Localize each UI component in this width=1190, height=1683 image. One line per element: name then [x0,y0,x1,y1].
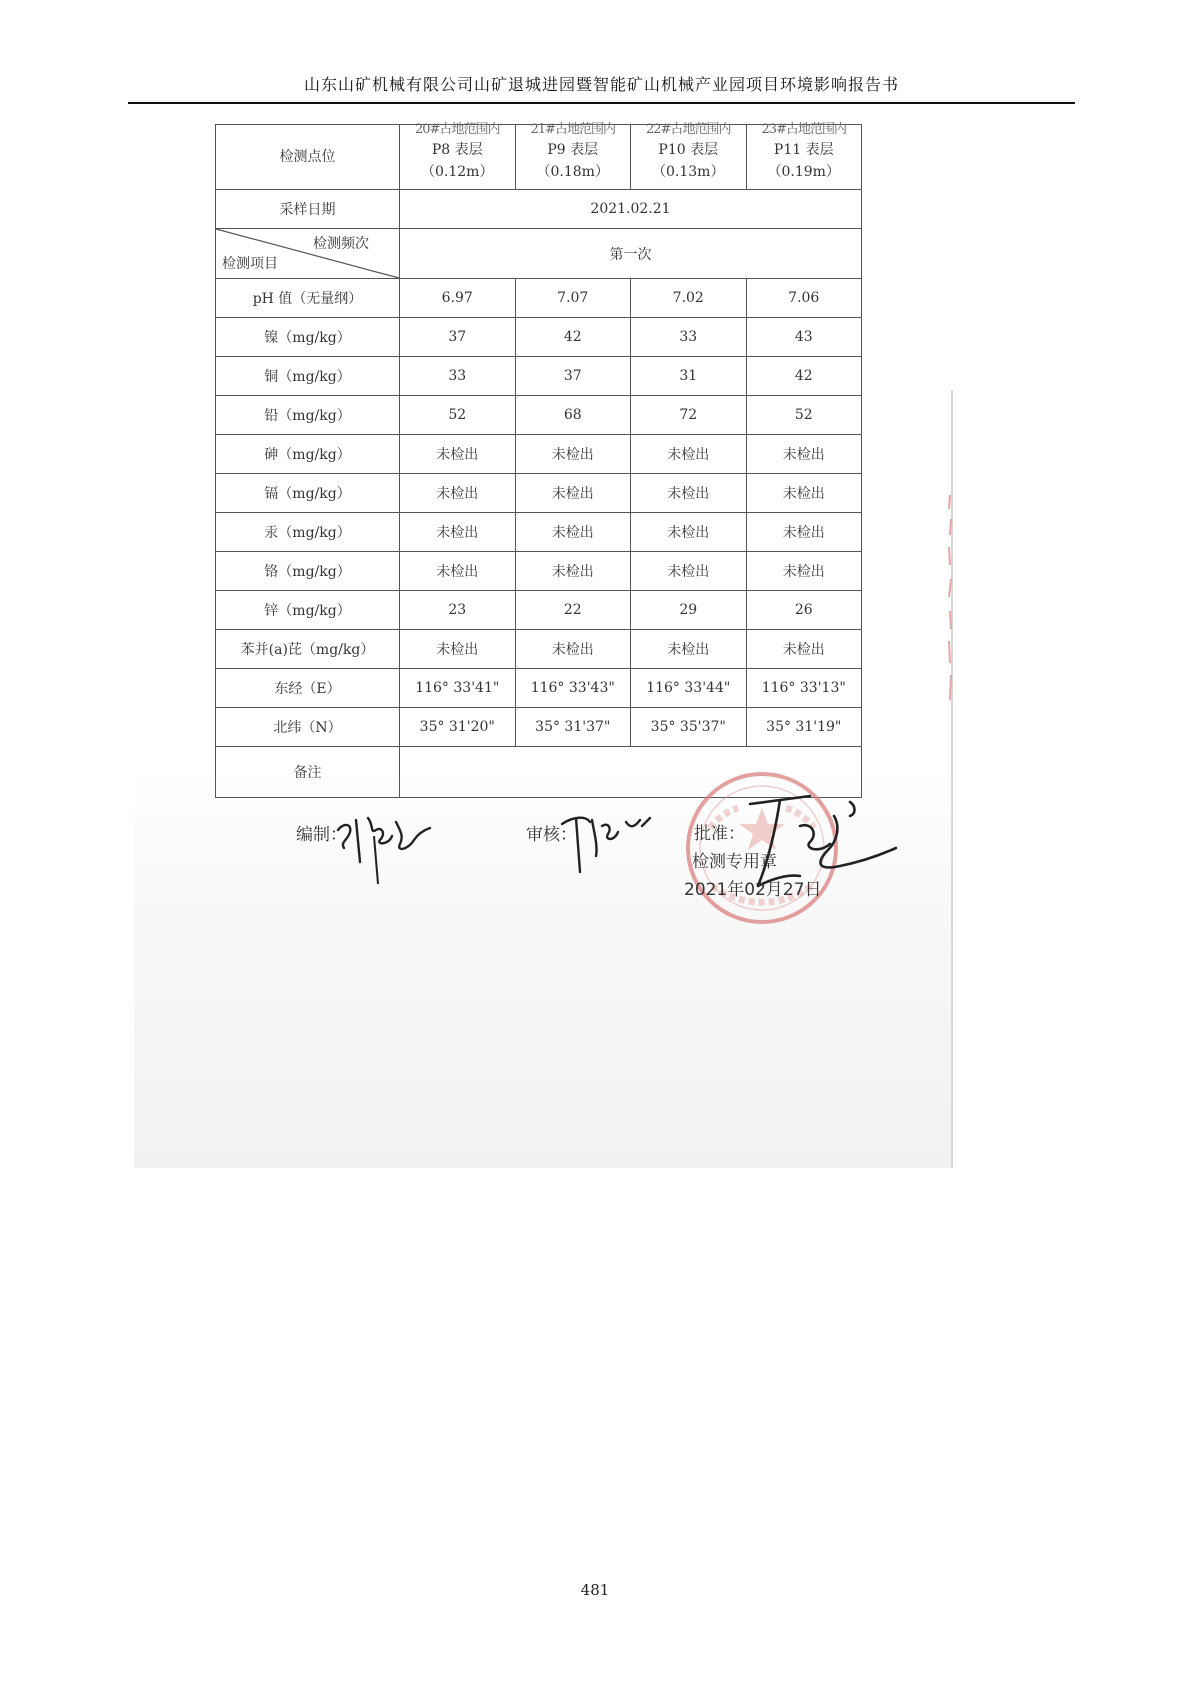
measurement-value: 23 [400,591,516,630]
frequency-row [216,229,862,279]
measurement-value: 未检出 [746,513,862,552]
site-depth: （0.12m） [421,163,494,180]
measurement-value: 未检出 [515,552,631,591]
compiled-label: 编制： [296,825,347,845]
item-name: 锌（mg/kg） [216,591,400,630]
item-name: 东经（E） [216,669,400,708]
measurement-value: 7.07 [515,279,631,318]
soil-test-table [215,121,862,798]
measurement-value: 35° 31'19" [746,708,862,747]
measurement-row [216,396,862,435]
measurement-row [216,318,862,357]
measurement-value: 未检出 [631,552,747,591]
measurement-value: 29 [631,591,747,630]
measurement-value: 未检出 [631,474,747,513]
measurement-row [216,357,862,396]
cut-off-text: 21#占地范围内 [530,121,615,137]
measurement-value: 未检出 [631,435,747,474]
item-name: 镍（mg/kg） [216,318,400,357]
approval-date: 2021年02月27日 [684,880,822,900]
cut-off-text: 20#占地范围内 [415,121,500,137]
item-name: 铬（mg/kg） [216,552,400,591]
measurement-row [216,552,862,591]
measurement-value: 116° 33'44" [631,669,747,708]
measurement-value: 7.02 [631,279,747,318]
item-label: 检测项目 [222,256,278,272]
measurement-row [216,669,862,708]
measurement-value: 未检出 [515,630,631,669]
page-header: 山东山矿机械有限公司山矿退城进园暨智能矿山机械产业园项目环境影响报告书 [303,75,899,94]
measurement-value: 未检出 [400,630,516,669]
measurement-value: 未检出 [515,513,631,552]
site-depth: （0.13m） [652,163,725,180]
site-label: 检测点位 [216,125,400,190]
site-point: P10 表层 [658,141,719,158]
measurement-row [216,474,862,513]
measurement-value: 未检出 [400,552,516,591]
site-cell [515,121,631,190]
measurement-value: 116° 33'41" [400,669,516,708]
site-cell [746,121,862,190]
item-name: 砷（mg/kg） [216,435,400,474]
sampling-date-value: 2021.02.21 [400,190,862,229]
item-name: 铜（mg/kg） [216,357,400,396]
site-cell [400,121,516,190]
item-name: 汞（mg/kg） [216,513,400,552]
measurement-row [216,513,862,552]
measurement-value: 未检出 [515,435,631,474]
measurement-value: 未检出 [746,630,862,669]
measurement-value: 33 [400,357,516,396]
measurement-value: 37 [515,357,631,396]
page-number: 481 [580,1581,610,1599]
measurement-value: 未检出 [746,435,862,474]
cut-off-text: 22#占地范围内 [646,121,731,137]
measurement-row [216,279,862,318]
reviewed-label: 审核： [526,825,577,845]
measurement-value: 72 [631,396,747,435]
stamp-label: 检测专用章 [692,852,777,872]
site-point: P9 表层 [547,141,599,158]
approved-label: 批准： [694,824,745,844]
measurement-value: 未检出 [631,630,747,669]
measurement-value: 33 [631,318,747,357]
frequency-value: 第一次 [400,229,862,279]
site-point: P11 表层 [773,141,834,158]
measurement-value: 未检出 [631,513,747,552]
measurement-row [216,708,862,747]
sampling-date-label: 采样日期 [216,190,400,229]
measurement-value: 42 [515,318,631,357]
frequency-label: 检测频次 [313,236,369,252]
site-depth: （0.19m） [767,163,840,180]
item-name: 北纬（N） [216,708,400,747]
measurement-value: 37 [400,318,516,357]
site-row [216,125,862,190]
measurement-value: 35° 35'37" [631,708,747,747]
measurement-value: 未检出 [400,474,516,513]
measurement-value: 116° 33'13" [746,669,862,708]
item-name: 铅（mg/kg） [216,396,400,435]
item-name: pH 值（无量纲） [216,279,400,318]
measurement-value: 未检出 [400,435,516,474]
measurement-value: 42 [746,357,862,396]
note-label: 备注 [216,747,400,798]
approval-block [684,824,822,904]
measurement-row [216,591,862,630]
measurement-value: 6.97 [400,279,516,318]
measurement-value: 35° 31'20" [400,708,516,747]
measurement-value: 未检出 [746,552,862,591]
diagonal-header-cell [216,229,400,279]
measurement-value: 35° 31'37" [515,708,631,747]
item-name: 苯并(a)芘（mg/kg） [216,630,400,669]
cut-off-text: 23#占地范围内 [761,121,846,137]
measurement-value: 未检出 [746,474,862,513]
measurement-value: 43 [746,318,862,357]
header-rule [128,102,1075,104]
measurement-value: 7.06 [746,279,862,318]
site-cell [631,121,747,190]
measurement-value: 31 [631,357,747,396]
item-name: 镉（mg/kg） [216,474,400,513]
measurement-value: 26 [746,591,862,630]
measurement-value: 116° 33'43" [515,669,631,708]
site-depth: （0.18m） [536,163,609,180]
measurement-value: 22 [515,591,631,630]
measurement-value: 52 [400,396,516,435]
scan-edge-marks [946,495,954,705]
measurement-value: 未检出 [515,474,631,513]
sampling-date-row [216,190,862,229]
measurement-value: 52 [746,396,862,435]
measurement-value: 未检出 [400,513,516,552]
measurement-row [216,630,862,669]
measurement-row [216,435,862,474]
measurement-value: 68 [515,396,631,435]
site-point: P8 表层 [431,141,483,158]
